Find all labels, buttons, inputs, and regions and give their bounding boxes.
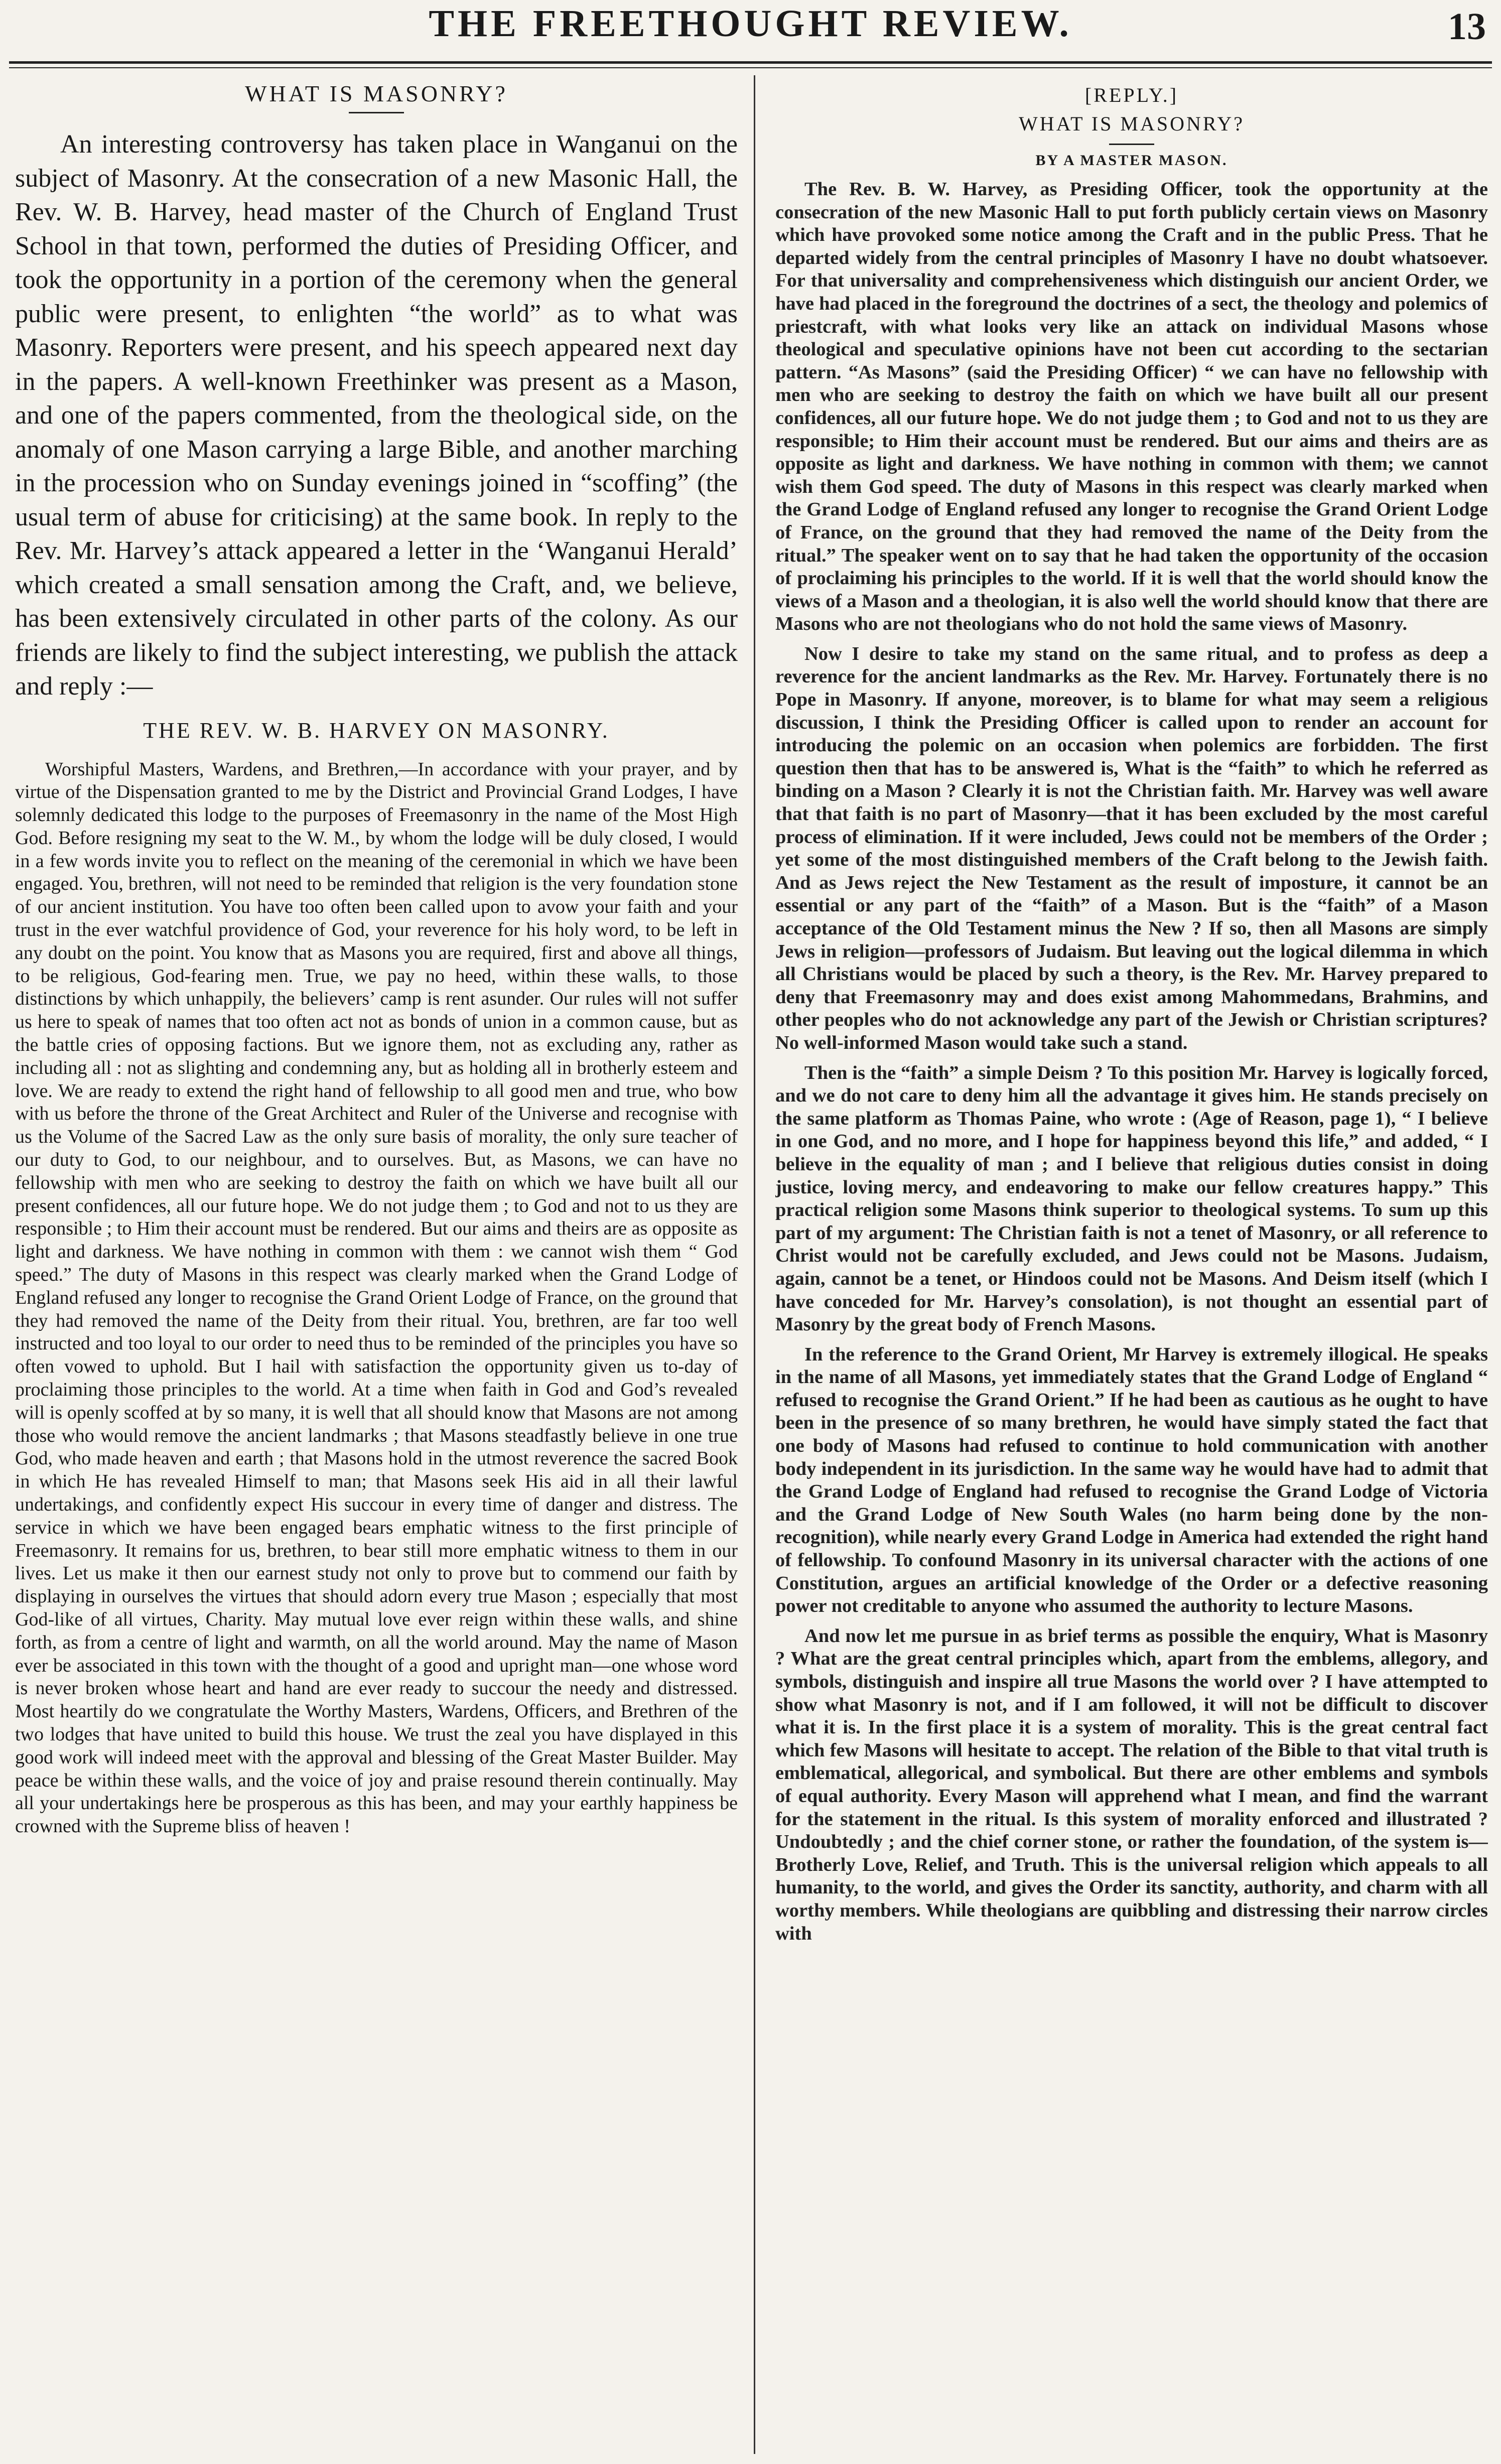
reply-heading: WHAT IS MASONRY? [1019, 112, 1245, 135]
publication-title: THE FREETHOUGHT REVIEW. [429, 3, 1072, 45]
speech-heading: THE REV. W. B. HARVEY ON MASONRY. [143, 718, 610, 743]
heading-rule [349, 112, 404, 113]
reply-paragraph: Now I desire to take my stand on the same ritual, and to profess as deep a reverence for the ancient landmarks as the Rev. Mr. Harvey. Fortunately there is no Pope in Masonry. If anyone, moreover, is to blame for what may seem a religious discussion, I think the Presiding Officer is called upon to render an account for introducing the polemic on an occasion when polemics are forbidden. The first question then that has to be answered is, What is the “faith” to which he referred as binding on a Mason ? Clearly it is not the Christian faith. Mr. Harvey was well aware that that faith is no part of Masonry—that it has been excluded by the most careful process of elimination. If it were included, Jews could not be members of the Order ; yet some of the most distinguished members of the Craft belong to the Jewish faith. And as Jews reject the New Testament as the result of imposture, it cannot be an essential or any part of the “faith” of a Mason. But is the “faith” of a Mason acceptance of the Old Testament minus the New ? If so, then all Masons are simply Jews in religion—professors of Judaism. But leaving out the logical dilemma in which all Christians would be placed by such a theory, is the Rev. Mr. Harvey prepared to deny that Freemasonry may and does exist among Mahommedans, Brahmins, and other peoples who do not acknowledge any part of the Jewish or Christian scriptures? No well-informed Mason would take such a stand. [775, 643, 1488, 1053]
reply-paragraph: In the reference to the Grand Orient, Mr Harvey is extremely illogical. He speaks in the name of all Masons, yet immediately states that the Grand Lodge of England “ refused to recognise the Grand Orient.” If he had been as cautious as he ought to have been in the presence of so many brethren, he would have simply stated the fact that one body of Masons had refused to continue to hold communication with another body independent in its jurisdiction. In the same way he would have had to admit that the Grand Lodge of England had refused to recognise the Grand Lodge of Victoria and the Grand Lodge of New South Wales (no harm being done by the non-recognition), while nearly every Grand Lodge in America had extended the right hand of fellowship. To confound Masonry in its universal character with the actions of one Constitution, argues an artificial knowledge of the Order or a defective reasoning power not creditable to anyone who assumed the authority to lecture Masons. [775, 1343, 1488, 1617]
right-column [775, 80, 1488, 2454]
reply-paragraph: Then is the “faith” a simple Deism ? To this position Mr. Harvey is logically forced, and we do not care to deny him all the advantage it gives him. He stands precisely on the same platform as Thomas Paine, who wrote : (Age of Reason, page 1), “ I believe in one God, and no more, and I hope for happiness beyond this life,” and added, “ I believe in the equality of man ; and I believe that religious duties consist in doing justice, loving mercy, and endeavoring to make our fellow creatures happy.” This practical religion some Masons think superior to theological systems. To sum up this part of my argument: The Christian faith is not a tenet of Masonry, or all reference to Christ would not be carefully excluded, and Jews could not be Masons. Judaism, again, cannot be a tenet, or Hindoos could not be Masons. And Deism itself (which I have conceded for Mr. Harvey’s consolation), is not thought an essential part of Masonry by the great body of French Masons. [775, 1062, 1488, 1335]
reply-heading-rule [1109, 144, 1154, 145]
page-number: 13 [1448, 6, 1486, 48]
speech-paragraph: Worshipful Masters, Wardens, and Brethren,—In accordance with your prayer, and by virtue of the Dispensation granted to me by the District and Provincial Grand Lodges, I have solemnly dedicated this lodge to the purposes of Freemasonry in the name of the Most High God. Before resigning my seat to the W. M., by whom the lodge will be duly closed, I would in a few words invite you to reflect on the meaning of the ceremonial in which we have been engaged. You, brethren, will not need to be reminded that religion is the very foundation stone of our ancient institution. You have too often been called upon to avow your faith and your trust in the ever watchful providence of God, your reverence for his holy word, to be left in any doubt on the point. You know that as Masons you are required, first and above all things, to be religious, God-fearing men. True, we pay no heed, within these walls, to those distinctions by which unhappily, the believers’ camp is rent asunder. Our rules will not suffer us here to speak of names that too often act not as bonds of union in a common cause, but as the battle cries of opposing factions. But we ignore them, not as excluding any, rather as including all : not as slighting and condemning any, but as holding all in brotherly esteem and love. We are ready to extend the right hand of fellowship to all good men and true, who bow with us before the throne of the Great Architect and Ruler of the Universe and recognise with us the Volume of the Sacred Law as the only sure basis of morality, the only sure teacher of our duty to God, to our neighbour, and to ourselves. But, as Masons, we can have no fellowship with men who are seeking to destroy the faith on which we have built all our present confidences, all our future hope. We do not judge them ; to God and not to us they are responsible ; to Him their account must be rendered. But our aims and theirs are as opposite as light and darkness. We have nothing in common with them : we cannot wish them “ God speed.” The duty of Masons in this respect was clearly marked when the Grand Lodge of England refused any longer to recognise the Grand Orient Lodge of France, on the ground that they had removed the name of the Deity from their ritual. You, brethren, are far too well instructed and too loyal to our order to need thus to be reminded of the principles you have so often vowed to uphold. But I hail with satisfaction the opportunity given us to-day of proclaiming those principles to the world. At a time when faith in God and God’s revealed will is openly scoffed at by so many, it is well that all should know that Masons are not among those who would remove the ancient landmarks ; that Masons steadfastly believe in one true God, who made heaven and earth ; that Masons hold in the utmost reverence the sacred Book in which He has revealed Himself to man; that Masons seek His aid in all their lawful undertakings, and confidently expect His succour in every time of danger and distress. The service in which we have been engaged bears emphatic witness to the first principle of Freemasonry. It remains for us, brethren, to bear still more emphatic witness to them in our lives. Let us make it then our earnest study not only to prove but to commend our faith by displaying in ourselves the virtues that should adorn every true Mason ; especially that most God-like of all virtues, Charity. May mutual love ever reign within these walls, and shine forth, as from a centre of light and warmth, on all the world around. May the name of Mason ever be associated in this town with the thought of a good and upright man—one whose word is never broken whose heart and hand are ever ready to succour the needy and distressed. Most heartily do we congratulate the Worthy Masters, Wardens, Officers, and Brethren of the two lodges that have united to build this house. We trust the zeal you have displayed in this good work will indeed meet with the approval and blessing of the Great Master Builder. May peace be within these walls, and the voice of joy and praise resound therein continually. May all your undertakings here be prosperous as this has been, and may your earthly happiness be crowned with the Supreme bliss of heaven ! [15, 758, 738, 1837]
masthead [0, 0, 1501, 65]
reply-paragraph: And now let me pursue in as brief terms as possible the enquiry, What is Masonry ? What are the great central principles which, apart from the emblems, allegory, and symbols, distinguish and inspire all true Masons the world over ? I have attempted to show what Masonry is not, and if I am followed, it will not be difficult to discover what it is. In the first place it is a system of morality. This is the great central fact which few Masons will hesitate to accept. The relation of the Bible to that vital truth is emblematical, allegorical, and symbolical. But there are other emblems and symbols of equal authority. Every Mason will apprehend what I mean, and find the warrant for the statement in the ritual. Is this system of morality enforced and illustrated ? Undoubtedly ; and the chief corner stone, or rather the foundation, of the system is—Brotherly Love, Relief, and Truth. This is the universal religion which appeals to all humanity, to the world, and gives the Order its sanctity, authority, and charm with all worthy members. While theologians are quibbling and distressing their narrow circles with [775, 1625, 1488, 1944]
reply-paragraph: The Rev. B. W. Harvey, as Presiding Officer, took the opportunity at the consecration of the new Masonic Hall to put forth publicly certain views on Masonry which have provoked some notice among the Craft and in the public Press. That he departed widely from the central principles of Masonry I have no doubt whatsoever. For that universality and comprehensiveness which distinguish our ancient Order, we have had placed in the foreground the doctrines of a sect, the theology and polemics of priestcraft, with what looks very like an attack on individual Masons whose theological and speculative opinions have not been cut according to the sectarian pattern. “As Masons” (said the Presiding Officer) “ we can have no fellowship with men who are seeking to destroy the faith on which we have built all our present confidences, all our future hope. We do not judge them ; to God and not to us they are responsible; to Him their account must be rendered. But our aims and theirs are as opposite as light and darkness. We have nothing in common with them; we cannot wish them God speed. The duty of Masons in this respect was clearly marked when the Grand Lodge of England refused any longer to recognise the Grand Orient Lodge of France, on the ground that they had removed the name of the Deity from the ritual.” The speaker went on to say that he had taken the opportunity of the occasion of proclaiming his principles to the world. If it is well that the world should know the views of a Mason and a theologian, it is also well the world should know that there are Masons who are not theologians who do not hold the same views of Masonry. [775, 179, 1488, 635]
article-heading: WHAT IS MASONRY? [245, 81, 508, 106]
intro-paragraph: An interesting controversy has taken place in Wanganui on the subject of Masonry. At the consecration of a new Masonic Hall, the Rev. W. B. Harvey, head master of the Church of England Trust School in that town, performed the duties of Presiding Officer, and took the opportunity in a portion of the ceremony when the general public were present, to enlighten “the world” as to what was Masonry. Reporters were present, and his speech appeared next day in the papers. A well-known Freethinker was present as a Mason, and one of the papers commented, from the theological side, on the anomaly of one Mason carrying a large Bible, and another marching in the procession who on Sunday evenings joined in “scoffing” (the usual term of abuse for criticising) at the same book. In reply to the Rev. Mr. Harvey’s attack appeared a letter in the ‘Wanganui Herald’ which created a small sensation among the Craft, and, we believe, has been extensively circulated in other parts of the colony. As our friends are likely to find the subject interesting, we publish the attack and reply :— [15, 130, 738, 701]
byline: BY A MASTER MASON. [1035, 152, 1228, 169]
column-divider [754, 75, 755, 2454]
reply-label: [REPLY.] [1084, 84, 1179, 106]
intro-text [15, 127, 738, 704]
reply-body [775, 178, 1488, 1945]
left-column [15, 80, 738, 2454]
header-rule-thin [9, 67, 1492, 68]
header-rule [9, 61, 1492, 64]
speech-text [15, 758, 738, 1838]
